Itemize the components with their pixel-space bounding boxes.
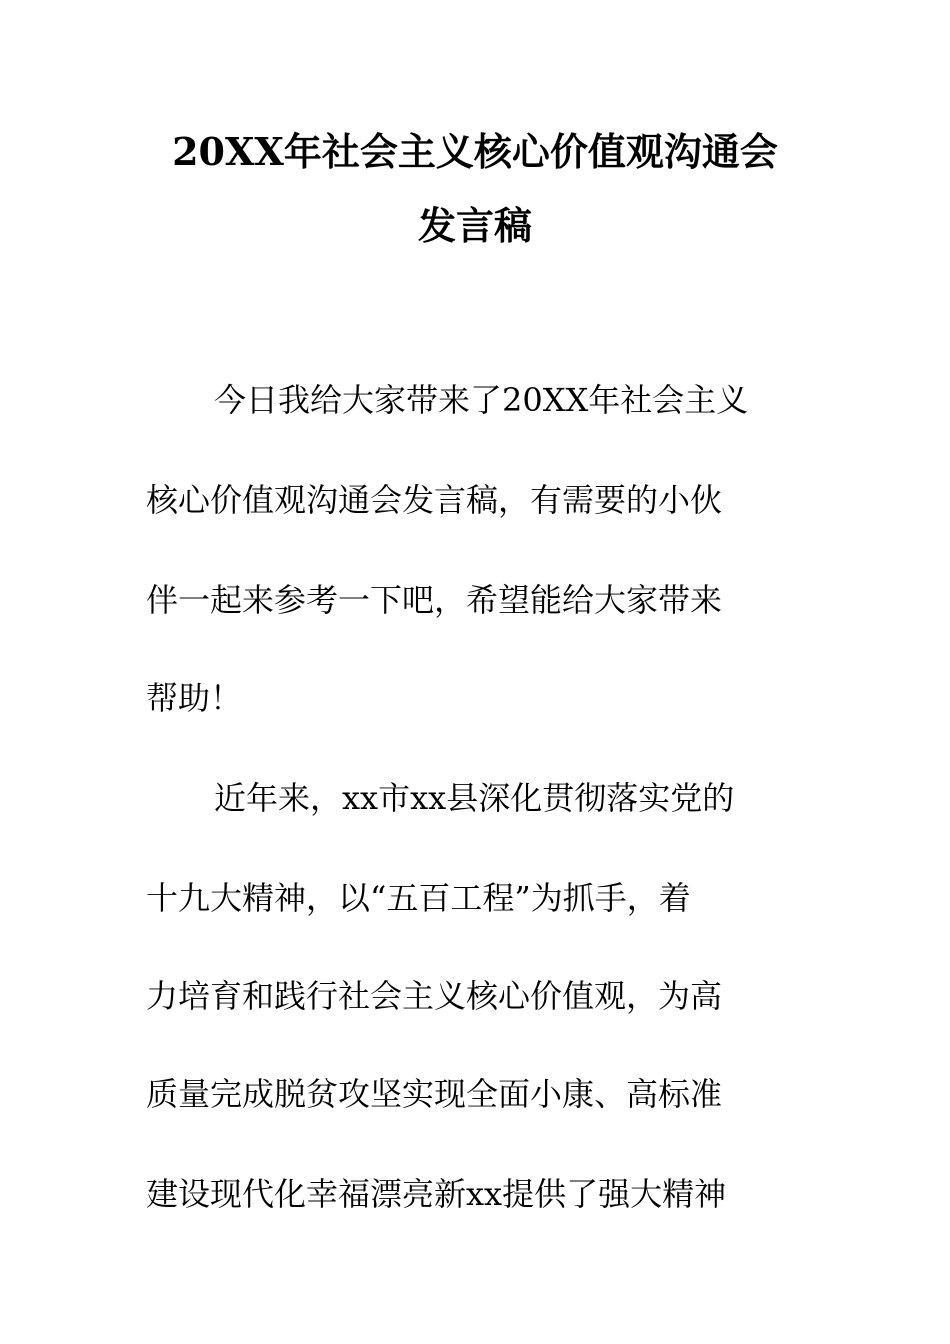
paragraph-1-line-1: 今日我给大家带来了20XX年社会主义 [214,381,749,419]
paragraph-2-line-4: 质量完成脱贫攻坚实现全面小康、高标准 [146,1075,723,1113]
document-title-line-2: 发言稿 [417,203,532,248]
paragraph-2-line-5: 建设现代化幸福漂亮新xx提供了强大精神 [146,1175,727,1213]
paragraph-2-line-1: 近年来，xx市xx县深化贯彻落实党的 [214,779,735,817]
paragraph-1-line-4: 帮助！ [146,679,243,717]
paragraph-2-line-2: 十九大精神，以“五百工程”为抓手，着 [146,879,691,917]
paragraph-1-line-2: 核心价值观沟通会发言稿，有需要的小伙 [146,481,723,519]
paragraph-2-line-3: 力培育和践行社会主义核心价值观，为高 [146,977,723,1015]
document-title-line-1: 20XX年社会主义核心价值观沟通会 [172,129,778,174]
paragraph-1-line-3: 伴一起来参考一下吧，希望能给大家带来 [146,581,723,619]
